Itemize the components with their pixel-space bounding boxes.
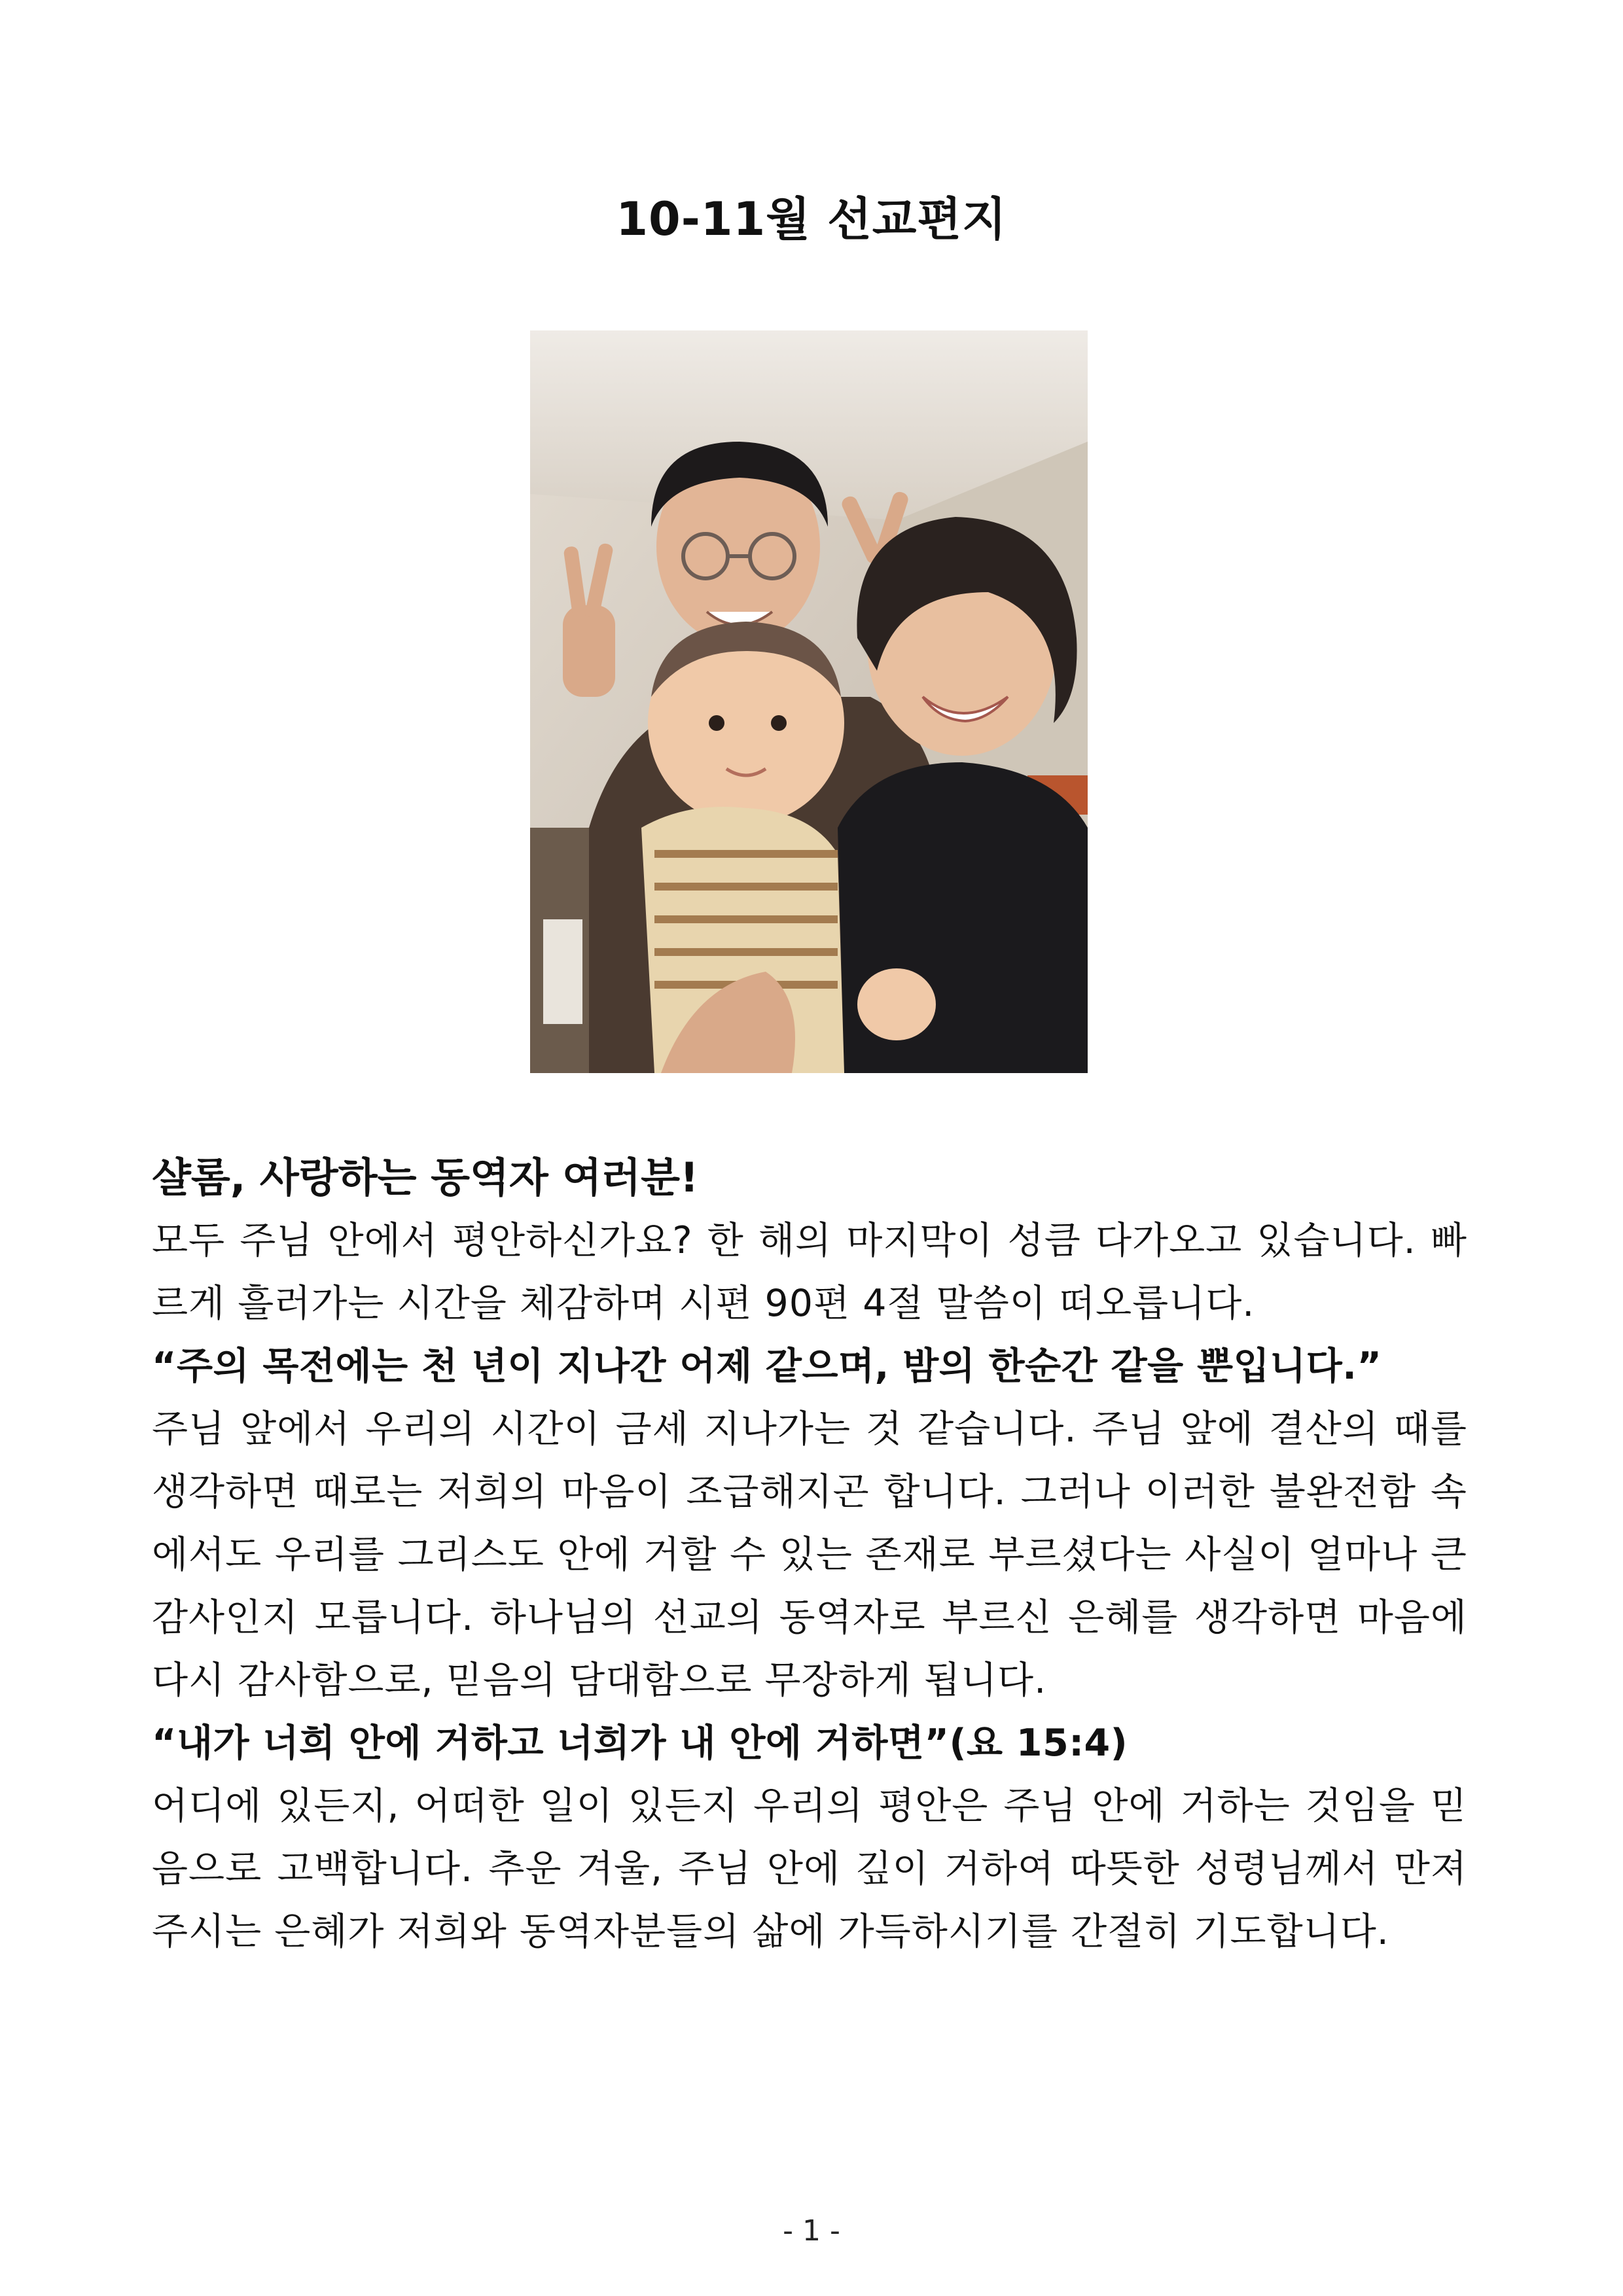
paragraph-reflection: 주님 앞에서 우리의 시간이 금세 지나가는 것 같습니다. 주님 앞에 결산의 때를 생각하면 때로는 저희의 마음이 조급해지곤 합니다. 그러나 이러한 불완전함 속에서도 우리를 그리스도 안에 거할 수 있는 존재로 부르셨다는 사실이 얼마나 큰 감사인지 모릅니다. 하나님의 선교의 동역자로 부르신 은혜를 생각하면 마음에 다시 감사함으로, 믿음의 담대함으로 무장하게 됩니다. <box>152 1407 1467 1702</box>
paragraph-prayer: 어디에 있든지, 어떠한 일이 있든지 우리의 평안은 주님 안에 거하는 것임을 믿음으로 고백합니다. 추운 겨울, 주님 안에 깊이 거하여 따뜻한 성령님께서 만져주시는 은혜가 저희와 동역자분들의 삶에 가득하시기를 간절히 기도합니다. <box>152 1784 1467 1953</box>
greeting-heading: 샬롬, 사랑하는 동역자 여러분! <box>152 1154 699 1201</box>
page-title: 10-11월 선교편지 <box>616 192 1007 246</box>
paragraph-intro: 모두 주님 안에서 평안하신가요? 한 해의 마지막이 성큼 다가오고 있습니다. 빠르게 흘러가는 시간을 체감하며 시편 90편 4절 말씀이 떠오릅니다. <box>152 1219 1467 1325</box>
letter-body <box>152 1152 1467 1963</box>
page-number: - 1 - <box>783 2214 840 2248</box>
quote-psalm: “주의 목전에는 천 년이 지나간 어제 같으며, 밤의 한순간 같을 뿐입니다.” <box>152 1345 1382 1388</box>
family-photo-icon <box>530 330 1088 1073</box>
family-photo <box>530 330 1088 1073</box>
quote-john: “내가 너희 안에 거하고 너희가 내 안에 거하면”(요 15:4) <box>152 1722 1128 1765</box>
